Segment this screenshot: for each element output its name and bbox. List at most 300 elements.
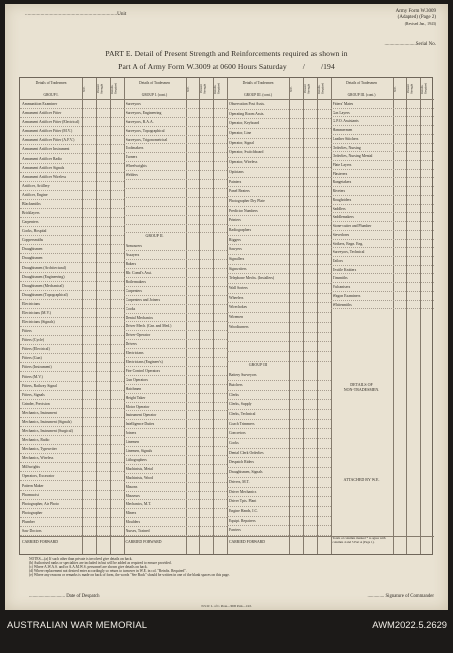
trade-name: Signwriters	[229, 266, 247, 271]
group-heading: GROUP I. (cont.)	[141, 93, 168, 97]
trade-name: Clerks, Supply	[229, 402, 252, 407]
trade-name: Instrument Operator	[125, 413, 157, 418]
trade-name: Surveyors, Technical	[332, 250, 365, 255]
trade-name: Battery Surveyors	[229, 373, 257, 378]
date-label: Date of Despatch	[66, 594, 100, 599]
trade-row	[124, 260, 228, 269]
trade-name: Dental Clerk Orderlies	[229, 450, 264, 455]
trade-name: Driver Tpts. Plant	[229, 499, 257, 504]
trade-name: Tinsmiths	[332, 276, 348, 281]
serial-label: Serial No.	[415, 42, 436, 47]
trade-name: Radiographers	[229, 227, 252, 232]
trade-row	[124, 394, 228, 403]
trade-row	[124, 349, 228, 358]
trade-name: Operator, Switchboard	[229, 150, 264, 155]
trade-row	[227, 168, 331, 178]
trade-name: Draughtsmen (Engineering)	[22, 274, 65, 279]
trade-name: Stevedores	[332, 232, 350, 237]
trade-row	[124, 305, 228, 314]
trade-row	[331, 178, 435, 187]
carried-forward-label: CARRIED FORWARD	[229, 540, 265, 544]
trade-name: Intelligence Duties	[125, 422, 155, 427]
trade-row	[227, 245, 331, 255]
trade-name: Observation Post Assts.	[229, 102, 265, 106]
trade-name: Opticians	[229, 169, 244, 174]
trade-row	[20, 463, 124, 472]
column-header	[227, 78, 331, 100]
trade-row	[124, 474, 228, 483]
form-notes	[29, 557, 429, 577]
trade-row	[331, 100, 435, 109]
trade-row	[20, 109, 124, 118]
trade-name: Draughtsmen	[22, 247, 43, 252]
trade-row	[227, 439, 331, 449]
trade-name: Riveters	[332, 189, 346, 194]
trade-name: Surveyors, Topographical	[125, 128, 165, 133]
trade-row	[227, 478, 331, 488]
trade-row	[124, 376, 228, 385]
trade-name: Armament Artificer Instrument	[22, 147, 70, 152]
trade-row	[331, 257, 435, 266]
trade-row	[227, 110, 331, 120]
trade-name: Panel Beaters	[229, 189, 250, 194]
details-of-tradesmen-heading: Details of Tradesmen	[242, 81, 274, 85]
trade-row	[227, 265, 331, 275]
trade-row	[124, 269, 228, 278]
date-line: ..............................	[29, 594, 65, 599]
unit-line: .......................................................................	[25, 11, 118, 17]
carried-forward-label: CARRIED FORWARD	[125, 540, 162, 544]
details-of-tradesmen-heading: Details of Tradesmen	[35, 81, 67, 85]
signature-line: ..............	[367, 594, 385, 599]
trade-row	[20, 273, 124, 282]
trade-name: Operator, Signal	[229, 140, 254, 145]
non-tradesmen-heading	[331, 383, 393, 392]
form-name: Army Form W.3009	[395, 9, 436, 14]
trade-name: Artificer, Artillery	[22, 183, 50, 188]
trade-name: Fire Control Operators	[125, 368, 161, 373]
trade-row	[331, 248, 435, 257]
trade-name: Wiremen	[229, 315, 243, 320]
heading-reinf: Reinfts. Required	[213, 83, 221, 95]
trade-name: Wheelwrights	[125, 164, 147, 169]
trade-row	[124, 456, 228, 465]
trade-row	[20, 354, 124, 363]
trade-name: Fitters (Instrument)	[22, 365, 52, 370]
trade-name: Despatch Riders	[229, 460, 254, 465]
trade-row	[124, 509, 228, 518]
heading-we: W.E.	[392, 86, 397, 92]
trade-row	[124, 438, 228, 447]
trade-row	[20, 327, 124, 336]
trade-name: Woodturners	[229, 324, 249, 329]
trade-row	[227, 352, 331, 362]
trade-name: Carpenters and Joiners	[125, 297, 161, 302]
trade-row	[124, 340, 228, 349]
trade-row	[227, 429, 331, 439]
trade-row	[227, 119, 331, 129]
trade-row	[20, 227, 124, 236]
trade-name: Photographer	[22, 510, 43, 515]
trade-row	[331, 240, 435, 249]
trade-name: Gun Operators	[125, 377, 148, 382]
accession-number: AWM2022.5.2629	[372, 619, 447, 630]
trade-name: Fitters' Mates	[332, 102, 354, 106]
trade-row	[20, 345, 124, 354]
trade-name: Draughtsmen (Mechanical)	[22, 283, 64, 288]
trade-name: Armourers	[125, 244, 142, 249]
trade-row	[331, 274, 435, 283]
institution-name: AUSTRALIAN WAR MEMORIAL	[7, 619, 148, 630]
trade-row	[20, 191, 124, 200]
trade-row	[227, 420, 331, 430]
trade-name: G.P.O. Assistants	[332, 119, 359, 124]
trade-name: Mechanics, Typewriter	[22, 447, 57, 452]
trade-row	[124, 483, 228, 492]
trade-name: Sawyers	[229, 247, 242, 252]
note-line: (c) Where A.W.A.S. and/or A.A.M.W.S. personnel are shown give details on back.	[29, 565, 148, 570]
trade-name: Turners	[125, 155, 138, 160]
trade-row	[20, 363, 124, 372]
heading-present: Present Strength	[406, 83, 414, 95]
trade-name: Equipt. Repairers	[229, 518, 256, 523]
trade-name: Gas Layers	[332, 110, 350, 115]
trade-name: Machinists, Metal	[125, 466, 153, 471]
trade-row	[124, 251, 228, 260]
trade-name: Operator, Line	[229, 131, 252, 136]
trade-name: Draughtsmen (Topographical)	[22, 292, 68, 297]
commander-signature	[368, 594, 435, 599]
trade-row	[124, 144, 228, 153]
trade-row	[124, 225, 228, 234]
trade-name: Nurses, Trained	[125, 529, 150, 534]
trade-row	[124, 296, 228, 305]
trade-row	[20, 454, 124, 463]
signature-label: Signature of Commander	[385, 594, 434, 599]
trade-row	[124, 207, 228, 216]
trade-name: Artificer, Engine	[22, 192, 48, 197]
trade-name: Armament Artificer Fitter (A.F.V.)	[22, 138, 75, 143]
trade-row	[20, 236, 124, 245]
trade-row	[124, 287, 228, 296]
trade-name: Bricklayers	[22, 211, 40, 215]
trade-name: Masseurs	[125, 493, 140, 498]
trade-name: Driver-Operator	[125, 333, 151, 338]
heading-reinf: Reinfts. Required	[420, 83, 428, 95]
trade-row	[331, 170, 435, 179]
trade-row	[124, 100, 228, 109]
trade-row	[227, 236, 331, 246]
trade-row	[20, 100, 124, 109]
trade-name: Toolmakers	[125, 146, 144, 151]
trade-name: Surveyors, R.A.A.	[125, 119, 154, 124]
column-header	[124, 78, 228, 100]
trade-name: Drivers	[125, 342, 137, 347]
trade-row	[227, 284, 331, 294]
trade-row	[331, 126, 435, 135]
trade-row	[20, 173, 124, 182]
trade-row	[227, 381, 331, 391]
trade-name: Armament Artificer Wireless	[22, 174, 67, 179]
form-identifier	[326, 9, 436, 27]
column-header	[20, 78, 124, 100]
trade-name: Draughtsmen (Architectural)	[22, 265, 66, 270]
trade-row	[124, 492, 228, 501]
trade-name: Farriers	[229, 528, 241, 533]
trade-row	[124, 527, 228, 536]
trade-row	[124, 314, 228, 323]
group-heading: GROUP III. (cont.)	[244, 93, 272, 97]
trade-name: Hammermen	[332, 128, 353, 133]
serial-line: .........................	[384, 42, 416, 47]
trade-row	[227, 129, 331, 139]
trade-row	[20, 336, 124, 345]
trade-name: Riggers	[229, 237, 241, 242]
trade-name: Pharmacist	[22, 492, 39, 497]
trade-row	[20, 427, 124, 436]
trade-row	[331, 292, 435, 301]
trade-row	[124, 358, 228, 367]
trade-row	[20, 245, 124, 254]
trade-name: Concretors	[229, 431, 246, 436]
trade-name: Wirechokes	[229, 305, 247, 310]
group-heading: GROUP I.	[43, 93, 59, 97]
trade-name: Bakers	[125, 262, 137, 267]
trade-name: Armament Artificer Fitter	[22, 111, 62, 116]
trade-row	[20, 491, 124, 500]
trade-row	[227, 178, 331, 188]
trade-name: Joiners	[125, 431, 137, 436]
form-year: /194	[320, 62, 335, 71]
trade-row	[227, 517, 331, 527]
group-heading: GROUP III. (cont.)	[347, 93, 376, 97]
trade-name: Plasterers	[332, 171, 348, 176]
trade-name: Height Taker	[125, 395, 146, 400]
trade-name: Strikers, Engn. Eng.	[332, 241, 364, 246]
trade-name: Engine Hands, I.C.	[229, 508, 258, 513]
trade-name: Mechanics, M.T.	[125, 502, 152, 507]
trade-name: Surveyors, Engineering	[125, 110, 162, 115]
trade-name: Saw Doctors	[22, 528, 42, 533]
trade-row	[124, 367, 228, 376]
trade-row	[227, 274, 331, 284]
trade-name: Driver Mechanics	[229, 489, 257, 494]
trade-row	[124, 189, 228, 198]
trade-name: Tailors	[332, 258, 343, 263]
trade-row	[227, 148, 331, 158]
trade-name: Draughtsmen, Signals	[229, 470, 263, 475]
trade-row	[331, 231, 435, 240]
trade-row	[331, 109, 435, 118]
trade-row	[124, 127, 228, 136]
trade-row	[20, 282, 124, 291]
trade-name: Assayers	[125, 253, 140, 258]
trade-row	[331, 135, 435, 144]
trade-row	[227, 410, 331, 420]
trade-name: Electricians (Engineer's)	[125, 360, 163, 365]
trade-name: Carpenters	[125, 288, 142, 293]
trade-row	[20, 472, 124, 481]
footer-divider	[331, 536, 435, 537]
trade-name: Electricians (Signals)	[22, 320, 55, 324]
trade-row	[227, 255, 331, 265]
trade-row	[124, 136, 228, 145]
trade-row	[227, 100, 331, 110]
trade-row	[331, 144, 435, 153]
trade-name: Coach Trimmers	[229, 421, 255, 426]
form-page	[5, 4, 448, 610]
trade-name: Armament Artificer Signals	[22, 165, 65, 170]
trade-name: Pattern Maker	[22, 483, 44, 488]
non-tradesmen-line2: NON-TRADESMEN.	[343, 386, 380, 392]
trade-name: Plumber	[22, 519, 35, 524]
trade-row	[124, 420, 228, 429]
trade-name: Fitters (Electrical)	[22, 347, 50, 352]
trade-name: Photographer, Air Photo	[22, 501, 59, 506]
trade-name: Orderlies, Nursing Mental	[332, 154, 373, 159]
trade-name: Dental Mechanics	[125, 315, 154, 320]
trade-row	[20, 509, 124, 518]
heading-we: W.E.	[289, 86, 293, 92]
trade-name: Vulcanisers	[332, 285, 351, 290]
trade-name: Machinists, Wood	[125, 475, 153, 480]
form-adapted: (Adapted) (Page 2)	[397, 15, 436, 20]
trade-name: Electricians	[125, 351, 144, 356]
trade-row	[20, 254, 124, 263]
trade-row	[20, 264, 124, 273]
archive-footer	[0, 614, 453, 653]
trade-row	[20, 218, 124, 227]
trade-row	[124, 118, 228, 127]
printer-imprint: N.S.W. L. of C. Press—3000 Pads—1/43.	[201, 604, 252, 608]
trade-row	[20, 118, 124, 127]
trade-name: Orderlies, Nursing	[332, 145, 361, 150]
trade-name: Fitters (Gun)	[22, 356, 42, 361]
totals-note: Totals of columns marked * to agree with columns 4 and 5 Part A (Page 1).	[332, 536, 386, 544]
trade-row	[227, 323, 331, 333]
trade-row	[331, 266, 435, 275]
trade-row	[20, 500, 124, 509]
heading-reinf: Reinfts. Required	[316, 83, 325, 95]
trade-row	[331, 152, 435, 161]
trade-name: Welders	[125, 173, 138, 178]
footer-divider	[20, 536, 124, 537]
heading-reinf: Reinfts. Required	[109, 83, 118, 95]
non-tradesmen-line1: DETAILS OF	[350, 382, 373, 387]
trade-name: Wheelers	[229, 295, 244, 300]
trade-name: Drivers, M.T.	[229, 479, 250, 484]
trade-name: Operators, Excavator	[22, 474, 55, 479]
trade-row	[331, 117, 435, 126]
trade-row	[20, 209, 124, 218]
trade-row	[20, 136, 124, 145]
trade-name: Butchers	[229, 382, 243, 387]
trade-name: Driver Mech. (Gnr. and Med.)	[125, 324, 172, 329]
trade-row	[20, 391, 124, 400]
trade-name: Roughriders	[332, 197, 352, 202]
trade-row	[124, 198, 228, 207]
heading-present: Present Strength	[199, 83, 207, 95]
trade-name: Fitters, Signals	[22, 392, 45, 397]
trade-name: Operator, Keyboard	[229, 121, 260, 126]
form-subtitle-text: Part A of Army Form W.3009 at 0600 Hours Saturday	[118, 62, 287, 71]
trade-name: Printers	[229, 218, 241, 223]
trade-name: Boilermakers	[125, 279, 146, 284]
trade-row	[227, 468, 331, 478]
trade-row	[20, 127, 124, 136]
date-of-despatch	[29, 594, 100, 599]
trade-row	[227, 507, 331, 517]
trade-name: Ammunition Examiner	[22, 102, 58, 106]
trade-name: Signallers	[229, 257, 245, 262]
trade-name: Armament Artificer Radio	[22, 156, 63, 161]
trade-name: Saddlemakers	[332, 215, 354, 220]
serial-number	[384, 42, 436, 47]
trade-row	[20, 418, 124, 427]
trade-row	[227, 526, 331, 536]
trade-name: Fitters (M.V.)	[22, 374, 43, 379]
trade-row	[124, 278, 228, 287]
trade-name: Fitters, Railway Signal	[22, 383, 57, 388]
trade-row	[227, 216, 331, 226]
trade-row	[124, 429, 228, 438]
trade-row	[331, 213, 435, 222]
trade-name: Telephone Mechs. (Installers)	[229, 276, 275, 281]
trade-name: Operator, Wireless	[229, 160, 258, 165]
trade-name: Cooks	[125, 306, 136, 311]
trade-name: Textile Knitters	[332, 267, 357, 272]
column-header	[331, 78, 435, 100]
trade-name: Painters	[229, 179, 242, 184]
trade-row	[227, 333, 331, 343]
unit-text: Unit	[117, 11, 127, 17]
trade-row	[20, 518, 124, 527]
trade-row	[124, 465, 228, 474]
trade-name: Cooks, Hospital	[22, 229, 47, 234]
trade-name: Coppersmiths	[22, 238, 44, 243]
trade-row	[227, 197, 331, 207]
trade-row	[227, 449, 331, 459]
note-line: (b) Authorised ranks or specialties are included in but will be added as required to ensure provided.	[29, 561, 172, 566]
note-line: NOTES—(a) If such other than private is involved give details on back.	[29, 557, 133, 561]
trade-name: Motor Operator	[125, 404, 150, 409]
trade-name: Wagon Examiners	[332, 293, 361, 298]
trade-row	[227, 342, 331, 352]
trade-row	[20, 291, 124, 300]
heading-present: Present Strength	[95, 83, 104, 95]
trade-name: Electricians	[22, 301, 40, 306]
trade-row	[227, 226, 331, 236]
trade-row	[227, 139, 331, 149]
heading-present: Present Strength	[302, 83, 311, 95]
trade-name: Predictor Numbers	[229, 208, 258, 213]
trade-row	[331, 161, 435, 170]
trade-name: Mechanics, Instrument (Surgical)	[22, 429, 73, 433]
trade-name: Cooks	[229, 441, 239, 446]
trade-row	[124, 109, 228, 118]
trade-row	[20, 445, 124, 454]
form-revised: (Revised Jan., 1943)	[404, 22, 436, 26]
trade-name: Photographer Dry Plate	[229, 198, 265, 203]
trade-row	[227, 294, 331, 304]
trade-row	[227, 158, 331, 168]
trade-name: Plate Layers	[332, 163, 352, 168]
attached-by-we-label: ATTACHED BY W.E.	[343, 477, 380, 482]
trade-row	[124, 403, 228, 412]
trade-name: Carpenters	[22, 220, 39, 225]
footer-divider	[124, 536, 228, 537]
unit-label	[25, 11, 126, 17]
